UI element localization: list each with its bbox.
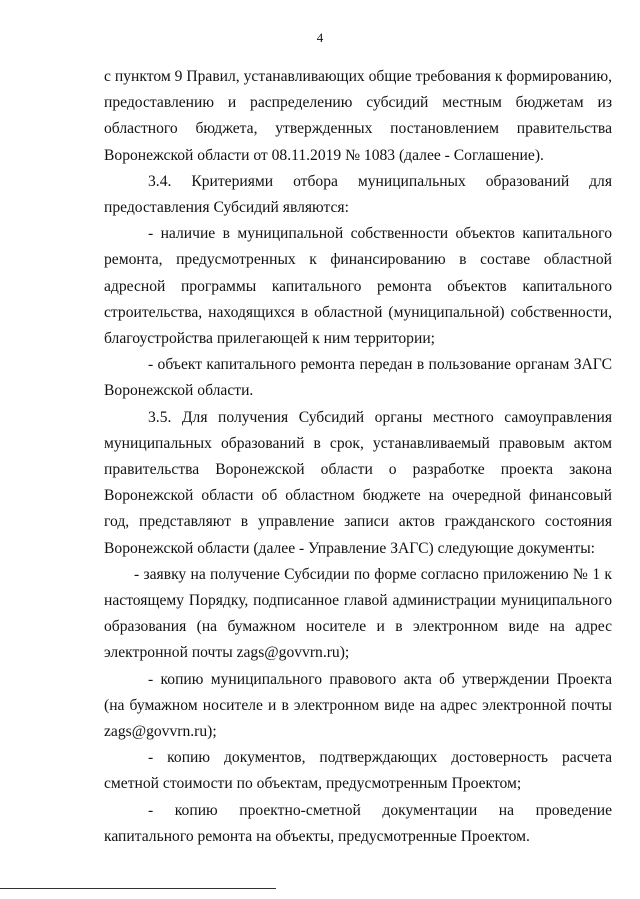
- paragraph-3-5-documents: 3.5. Для получения Субсидий органы местного самоуправления муниципальных образований в срок, устанавливаемый правовым актом правительства Воронежской области о разработке проекта закона Воронежской области об областном бюджете на очередной финансовый год, представляют в управление записи актов гражданского состояния Воронежской области (далее - Управление ЗАГС) следующие документы:: [104, 408, 612, 557]
- paragraph-3-4-criteria: 3.4. Критериями отбора муниципальных образований для предоставления Субсидий являются:: [104, 172, 612, 217]
- document-item-legal-act: - копию муниципального правового акта об утверждении Проекта (на бумажном носителе и в электронном виде на адрес электронной почты zags@govvrn.ru);: [104, 670, 612, 741]
- paragraph-agreement-continuation: с пунктом 9 Правил, устанавливающих общие требования к формированию, предоставлению и распределению субсидий местным бюджетам из областного бюджета, утвержденных постановлением правительства Воронежской области от 08.11.2019 № 1083 (далее - Соглашение).: [104, 68, 612, 164]
- document-item-design-estimate: - копию проектно-сметной документации на проведение капитального ремонта на объекты, предусмотренные Проектом.: [104, 801, 612, 845]
- document-item-cost-validity: - копию документов, подтверждающих достоверность расчета сметной стоимости по объектам, предусмотренным Проектом;: [104, 749, 612, 793]
- page-number: 4: [316, 30, 324, 45]
- document-body: [104, 64, 612, 850]
- document-item-application: - заявку на получение Субсидии по форме согласно приложению № 1 к настоящему Порядку, подписанное главой администрации муниципального образования (на бумажном носителе и в электронном виде на адрес электронной почты zags@govvrn.ru);: [104, 565, 612, 662]
- footer-divider: [0, 888, 276, 889]
- criteria-item-transfer: - объект капитального ремонта передан в пользование органам ЗАГС Воронежской области.: [104, 356, 612, 400]
- criteria-item-ownership: - наличие в муниципальной собственности объектов капитального ремонта, предусмотренных к финансированию в составе областной адресной программы капитального ремонта объектов капитального строительства, находящихся в областной (муниципальной) собственности, благоустройства прилегающей к ним территории;: [104, 225, 612, 348]
